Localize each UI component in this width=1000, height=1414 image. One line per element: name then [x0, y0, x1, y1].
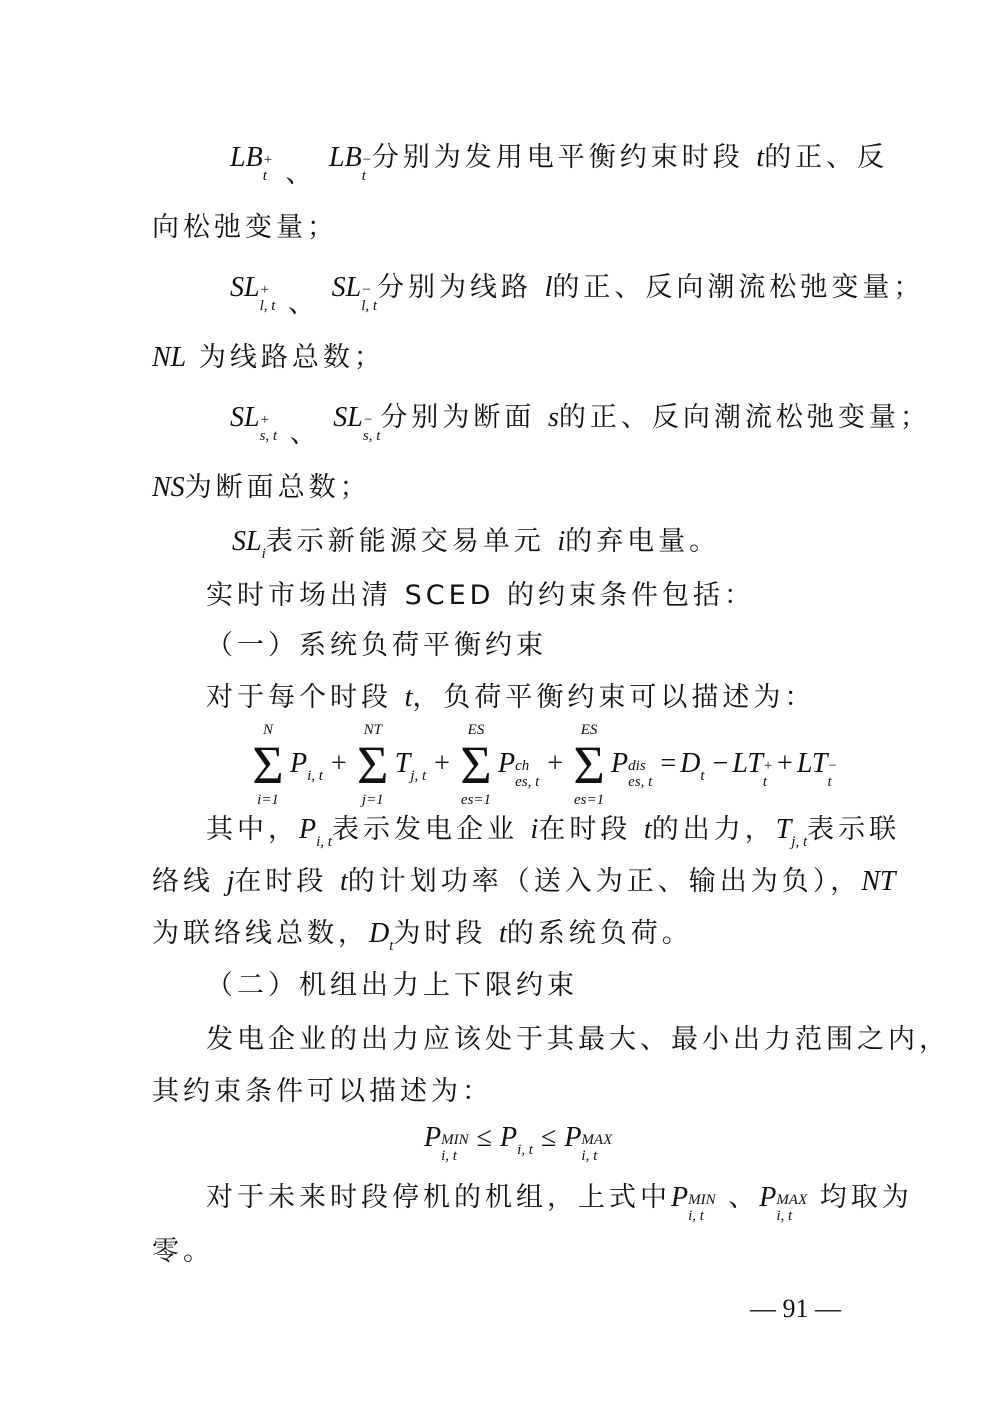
text: 络线 [152, 866, 214, 897]
sub-st: s, t [362, 428, 381, 444]
symbol-t: t [756, 142, 765, 173]
text-line-4 [152, 338, 385, 378]
symbol-sl-plus: SL [230, 402, 260, 433]
script-stack [363, 412, 381, 444]
symbol-sl-minus: SL [333, 402, 363, 433]
script-stack [628, 758, 652, 790]
text: 分别为线路 [377, 272, 533, 303]
script-stack [776, 1192, 807, 1224]
text-line-15 [206, 1178, 913, 1224]
sum-lower: j=1 [361, 792, 384, 808]
sup: ch [515, 758, 530, 774]
sum-lower: es=1 [460, 792, 492, 808]
sub: i, t [688, 1208, 704, 1224]
text: 为时段 [393, 918, 487, 949]
term-p: P [499, 1122, 518, 1153]
sum-upper: NT [363, 722, 382, 738]
text-line-7 [232, 522, 720, 574]
term-p: P [611, 748, 629, 779]
text-line-5 [230, 398, 931, 454]
sub: es, t [515, 774, 540, 790]
sub: i, t [441, 1148, 457, 1164]
op-leq: ≤ [540, 1122, 557, 1153]
sum-lower: es=1 [573, 792, 605, 808]
sup-min: MIN [688, 1192, 716, 1208]
symbol-nl: NL [152, 342, 187, 373]
text-line-12 [152, 914, 693, 966]
text: 实时市场出清 SCED 的约束条件包括： [206, 580, 756, 611]
sub: j, t [410, 768, 427, 784]
term-p: P [424, 1122, 442, 1153]
sum-operator: NT Σ j=1 [351, 722, 395, 808]
term-p: P [564, 1122, 582, 1153]
section-heading-2 [206, 966, 578, 1006]
symbol-t: t [643, 814, 652, 845]
sup: − [827, 758, 838, 774]
text-line-16 [152, 1232, 214, 1272]
script-stack [362, 152, 372, 184]
sub-t: t [361, 168, 366, 184]
text-line-14 [152, 1072, 493, 1112]
sub-st: s, t [259, 428, 278, 444]
script-stack [361, 282, 377, 314]
text: 的计划功率（送入为正、输出为负）， [347, 866, 862, 897]
script-stack [763, 758, 773, 790]
sum-lower: i=1 [257, 792, 279, 808]
text: 分别为断面 [380, 402, 536, 433]
text: 对于每个时段 [206, 682, 392, 713]
text: 为联络线总数， [152, 918, 369, 949]
text-line-8 [206, 576, 755, 616]
text: 表示联 [807, 814, 901, 845]
symbol-p: P [759, 1182, 777, 1213]
text: 在时段 [538, 814, 632, 845]
sum-upper: ES [467, 722, 485, 738]
text: 分别为发用电平衡约束时段 [371, 142, 744, 173]
text: 表示新能源交易单元 [265, 526, 545, 557]
text-line-3 [230, 268, 924, 324]
sum-upper: ES [580, 722, 598, 738]
text: ，负荷平衡约束可以描述为： [412, 682, 816, 713]
text: 为断面总数； [184, 472, 371, 503]
symbol-t: t [404, 682, 413, 713]
symbol-t: t [499, 918, 507, 949]
script-stack [260, 282, 276, 314]
symbol-sl-plus: SL [230, 272, 260, 303]
text: 在时段 [234, 866, 328, 897]
symbol-i: i [530, 814, 539, 845]
sub: t [700, 768, 705, 784]
text: 的出力， [651, 814, 776, 845]
text: （二）机组出力上下限约束 [206, 970, 578, 1001]
sub: es, t [628, 774, 653, 790]
section-heading-1 [206, 626, 547, 666]
text-line-10 [206, 810, 900, 862]
term-t: T [394, 748, 411, 779]
sub: i, t [307, 768, 323, 784]
text-line-1 [230, 138, 888, 194]
text: 的正、反向潮流松弛变量； [552, 272, 925, 303]
sup: dis [628, 758, 646, 774]
sub: t [827, 774, 832, 790]
sub: t [389, 938, 394, 954]
term-p: P [290, 748, 308, 779]
text-line-9 [206, 678, 815, 718]
script-stack [581, 1132, 612, 1164]
symbol-i: i [557, 526, 566, 557]
text: 其约束条件可以描述为： [152, 1076, 493, 1107]
sup-minus: − [361, 282, 372, 298]
text: 发电企业的出力应该处于其最大、最小出力范围之内， [206, 1024, 950, 1055]
sub: j, t [791, 834, 808, 850]
script-stack [260, 412, 278, 444]
sub: i, t [517, 1142, 533, 1158]
sub-i: i [261, 546, 266, 562]
sup-max: MAX [776, 1192, 808, 1208]
sup-minus: − [362, 412, 373, 428]
text: 的弃电量。 [565, 526, 721, 557]
script-stack [827, 758, 837, 790]
sub-lt: l, t [361, 298, 378, 314]
text-line-13 [206, 1020, 950, 1060]
separator: 、 [289, 418, 321, 449]
sub: i, t [316, 834, 332, 850]
term-lt: LT [732, 748, 763, 779]
text-line-11 [152, 862, 896, 902]
text: 向松弛变量； [152, 212, 338, 243]
sub-lt: l, t [259, 298, 276, 314]
op-leq: ≤ [476, 1122, 492, 1153]
sup-plus: + [262, 152, 273, 168]
text: 为线路总数； [198, 342, 385, 373]
text: 、 [728, 1182, 760, 1213]
symbol-d: D [369, 918, 390, 949]
term-d: D [680, 748, 701, 779]
symbol-s: s [547, 402, 559, 433]
op-plus: + [434, 748, 450, 779]
sum-operator: ES Σ es=1 [454, 722, 498, 808]
script-stack [263, 152, 273, 184]
op-plus: + [777, 748, 793, 779]
sum-upper: N [262, 722, 273, 738]
text: （一）系统负荷平衡约束 [206, 630, 547, 661]
symbol-sl: SL [232, 526, 262, 557]
equation-load-balance: N Σ i=1 Pi, t + NT Σ j=1 Tj, t + ES Σ es=1 P ch es, t + ES Σ es=1 P dis es, t = Dt − LT + t + LT − t [246, 722, 838, 822]
text: 的正、反 [764, 142, 889, 173]
sub-t: t [262, 168, 267, 184]
symbol-nt: NT [861, 866, 896, 897]
sup-plus: + [259, 282, 270, 298]
sup: + [762, 758, 774, 774]
symbol-sl-minus: SL [331, 272, 362, 303]
text: 对于未来时段停机的机组，上式中 [206, 1182, 671, 1213]
text: 零。 [152, 1236, 214, 1267]
separator: 、 [285, 158, 317, 189]
text: 表示发电企业 [331, 814, 518, 845]
sub: t [762, 774, 768, 790]
symbol-t-upper: T [775, 814, 792, 845]
sub: i, t [581, 1148, 598, 1164]
separator: 、 [288, 288, 320, 319]
symbol-j: j [226, 866, 235, 897]
symbol-p: P [299, 814, 317, 845]
sup-min: MIN [441, 1132, 469, 1148]
sum-operator: N Σ i=1 [246, 722, 290, 808]
text: 其中， [206, 814, 299, 845]
symbol-lb-plus: LB [230, 142, 263, 173]
text: 的系统负荷。 [506, 918, 693, 949]
script-stack [688, 1192, 716, 1224]
sup-plus: + [259, 412, 270, 428]
term-lt: LT [796, 748, 828, 779]
symbol-ns: NS [152, 472, 185, 503]
text: 均取为 [819, 1182, 913, 1213]
script-stack [441, 1132, 469, 1164]
text-line-6 [152, 468, 371, 508]
page-number: — 91 — [750, 1294, 841, 1323]
text: 的正、反向潮流松弛变量； [558, 402, 931, 433]
op-plus: + [330, 748, 347, 779]
symbol-t: t [339, 866, 348, 897]
equation-output-limits [424, 1122, 612, 1164]
symbol-lb-minus: LB [329, 142, 362, 173]
op-minus: − [712, 748, 729, 779]
script-stack [515, 758, 539, 790]
symbol-l: l [544, 272, 553, 303]
symbol-p: P [671, 1182, 689, 1213]
sum-operator: ES Σ es=1 [567, 722, 611, 808]
sub: i, t [776, 1208, 793, 1224]
sup-max: MAX [581, 1132, 613, 1148]
text-line-2 [152, 208, 338, 248]
sup-minus: − [361, 152, 372, 168]
op-plus: + [547, 748, 564, 779]
term-p: P [497, 748, 516, 779]
